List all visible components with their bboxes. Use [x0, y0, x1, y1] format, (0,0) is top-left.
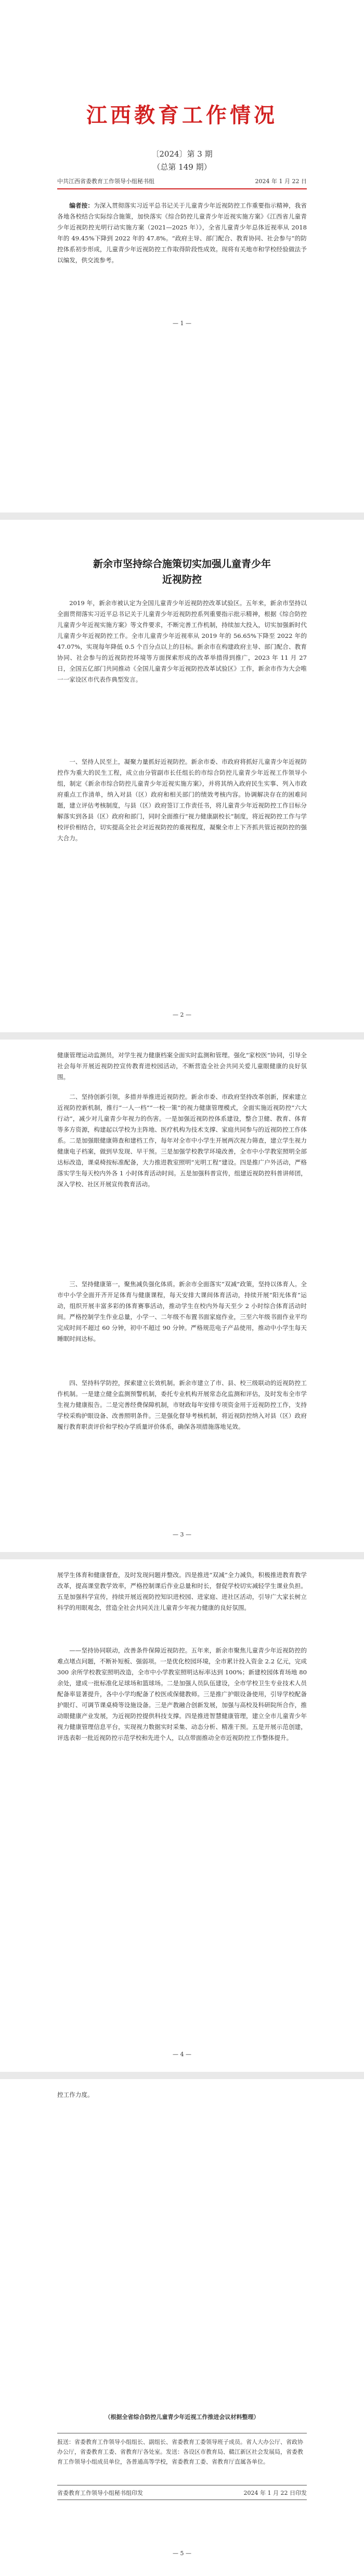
article-title-line-1: 新余市坚持综合施策切实加强儿童青少年	[93, 558, 271, 570]
article-title-line-2: 近视防控	[162, 574, 202, 585]
page-1	[0, 0, 364, 512]
paragraph: 2019 年，新余市被认定为全国儿童青少年近视防控改革试验区。五年来，新余市坚持以全面贯彻落实习近平总书记关于儿童青少年近视防控系列重要指示批示精神，根据《综合防控儿童青少年近视实施方案》等文件要求，不断完善工作机制，持续加大投入，切实加强新时代儿童青少年近视防控工作。全市儿童青少年近视率从 2019 年的 56.65%下降至 2022 年的 47.07%，实现每年降低 0.5 个百分点以上的目标。新余市在构建政府主导、部门配合、教育协同、社会参与的近视防控环境等方面探索形成的改革举措得到推广，2023 年 11 月 27 日，全国五亿部门共同推动《全国儿童青少年近视防控改革试验区》工作，新余市作为大会唯一一家设区市代表作典型发言。	[57, 599, 307, 683]
masthead-title: 江西教育工作情况	[86, 103, 278, 127]
page-number: — 4 —	[173, 2051, 191, 2058]
paragraph: ——坚持协同联动，改善条件保障近视防控。五年来，新余市聚焦儿童青少年近视防控的难点堵点问题，不断补短板、强弱项。一是优化校园环境，全市累计投入资金 2.2 亿元，完成 300 余所学校教室照明改造，全市中小学教室照明达标率达到 100%；新建校园体育场地 80 余处，建成一批标准化足球场和篮球场。二是加强人员队伍建设，全市学校卫生专业技术人员配备率显著提升，各中小学均配备了校医或保健教师。三是推广护眼设备使用，引导学校配备护眼灯、可调节课桌椅等设施设备。三是产教融合创新发展，加强与高校及科研院所合作，推动眼健康产业发展，为近视防控提供科技支撑。四是推进智慧健康管理，建立全市儿童青少年视力健康管理信息平台，实现视力数据实时采集、动态分析、精准干预。五是开展示范创建，评选表彰一批近视防控示范学校和先进个人，以点带面推动全市近视防控工作整体提升。	[57, 1647, 307, 1741]
editor-note-label: 编者按：	[69, 202, 94, 209]
red-rule	[57, 188, 307, 189]
paragraph: 四、坚持科学防控，探索建立长效机制。新余市建立了市、县、校三级联动的近视防控工作机制。一是建立健全监测预警机制，委托专业机构开展常态化监测和评估，及时发布全市学生视力健康报告。二是完善经费保障机制，市财政每年安排专项资金用于近视防控工作，支持学校采购护眼设备、改善照明条件。三是强化督导考核机制，将近视防控纳入对县（区）政府履行教育职责评价和学校办学质量评价体系，确保各项措施落地见效。	[57, 1379, 307, 1430]
issue-date: 2024 年 1 月 22 日	[255, 178, 307, 185]
paragraph: 三、坚持健康第一，聚焦减负强化体质。新余市全面落实“双减”政策，坚持以体育人。全市中小学全面开齐开足体育与健康课程，每天安排大课间体育活动，持续开展“阳光体育”运动，组织开展丰富多彩的体育赛事活动，推动学生在校内外每天至少 2 小时综合体育活动时间。严格控制学生作业总量，小学一、二年级不布置书面家庭作业，三至六年级书面作业平均完成时间不超过 60 分钟，初中不超过 90 分钟。严格规范电子产品使用，推动中小学生每天睡眠时间达标。	[57, 1280, 307, 1342]
paragraph: 健康管理运动监测员，对学生视力健康档案全面实时监测和管理。强化“家校医”协同，引导全社会每年开展近视防控宣传教育进校园活动，不断营造全社会共同关爱儿童眼健康的良好氛围。	[57, 1052, 307, 1081]
page-number: — 3 —	[173, 1531, 191, 1538]
page-number: — 5 —	[173, 2550, 191, 2557]
page-5	[0, 2079, 364, 2576]
page-4	[0, 1559, 364, 2072]
publisher: 中共江西省委教育工作领导小组秘书组	[57, 178, 154, 185]
footer-issuer: 省委教育工作领导小组秘书组印发	[57, 2490, 143, 2496]
issue-number: 〔2024〕第 3 期	[151, 149, 213, 159]
page-separator	[0, 1552, 364, 1559]
page-number: — 2 —	[173, 1011, 191, 1018]
editor-note	[57, 200, 307, 266]
source-note: （根据全省综合防控儿童青少年近视工作推进会议材料整理）	[105, 2414, 259, 2420]
article-title	[57, 556, 307, 587]
paragraph: 展学生体育和健康督查，及时发现问题并整改。四是推进“双减”全力减负，积极推进教育教学改革，提高课堂教学效率，严格控制课后作业总量和时长，督促学校切实减轻学生课业负担。五是加强科学宣传，持续开展近视防控知识进校园、进家庭、进社区活动，引导广大家长树立科学的用眼观念，营造全社会共同关注儿童青少年视力健康的良好氛围。	[57, 1571, 307, 1611]
page-separator	[0, 1032, 364, 1040]
page-2	[0, 520, 364, 1032]
page-separator	[0, 512, 364, 520]
footer-date: 2024 年 1 月 22 日印发	[243, 2490, 307, 2496]
tail-text: 控工作力度。	[57, 2091, 94, 2098]
distribution-list: 报送：省委教育工作领导小组组长、副组长、省委教育工委领导班子成员。省人大办公厅、省政协办公厅，省委教育工委、省教育厅各处室。发送：各设区市教育局、赣江新区社会发展局，省委教育工作领导小组成员单位，各普通高等学校，省委教育工委、省教育厅直属各单位。	[57, 2439, 303, 2465]
issue-total: （总第 149 期）	[152, 162, 212, 172]
page-number: — 1 —	[173, 320, 191, 327]
paragraph: 二、坚持创新引领，多措并举推进近视防控。新余市委、市政府坚持改革创新，探索建立近视防控新机制，推行“一人一档”“一校一策”的视力健康管理模式，全面实施近视防控“六大行动”，减少对儿童青少年视力的伤害。一是加强近视防控体系建设，整合卫健、教育、体育等多方资源，构建起以学校为主阵地、医疗机构为技术支撑、家庭共同参与的近视防控工作体系。二是加强眼健康筛查和建档工作，每年对全市中小学生开展两次视力筛查，建立学生视力健康电子档案，做到早发现、早干预。三是加强学校教学环境改善，全市中小学教室照明全部达标改造，课桌椅按标准配备，大力推进教室照明“光明工程”建设。四是推广户外活动，严格落实学生每天校内外各 1 小时体育活动时间。五是加强科普宣传，组建近视防控科普讲师团，深入学校、社区开展宣传教育活动。	[57, 1093, 307, 1188]
page-separator	[0, 2072, 364, 2079]
paragraph: 一、坚持人民至上，凝聚力量抓好近视防控。新余市委、市政府将抓好儿童青少年近视防控作为重大的民生工程，成立由分管副市长任组长的市综合防控儿童青少年近视工作领导小组，制定《新余市综合防控儿童青少年近视实施方案》，并将其纳入政府民生实事、列入市政府重点工作清单，纳入对县（区）政府和相关部门的绩效考核内容。协调解决存在的困难问题，建立评估考核制度，与县（区）政府签订工作责任书，将儿童青少年近视防控工作目标分解落实到各县（区）政府和部门，同时全面推行“视力健康副校长”制度，将近视防控工作与学校评价相结合，切实提高全社会对近视防控的重视程度，凝聚全市上下齐抓共管近视防控的强大合力。	[57, 758, 307, 842]
page-3	[0, 1040, 364, 1552]
editor-note-text: 为深入贯彻落实习近平总书记关于儿童青少年近视防控工作重要指示精神，我省各地各校结合实际综合施策，加快落实《综合防控儿童青少年近视实施方案》《江西省儿童青少年近视防控光明行动实施方案（2021—2025 年）》，全省儿童青少年总体近视率从 2018 年的 49.45%下降到 2022 年的 47.8%。“政府主导、部门配合、教育协同、社会参与”的防控体系初步形成，儿童青少年近视防控工作取得阶段性成效。现将有关地市和学校经验做法予以编发，供交流参考。	[57, 202, 307, 264]
